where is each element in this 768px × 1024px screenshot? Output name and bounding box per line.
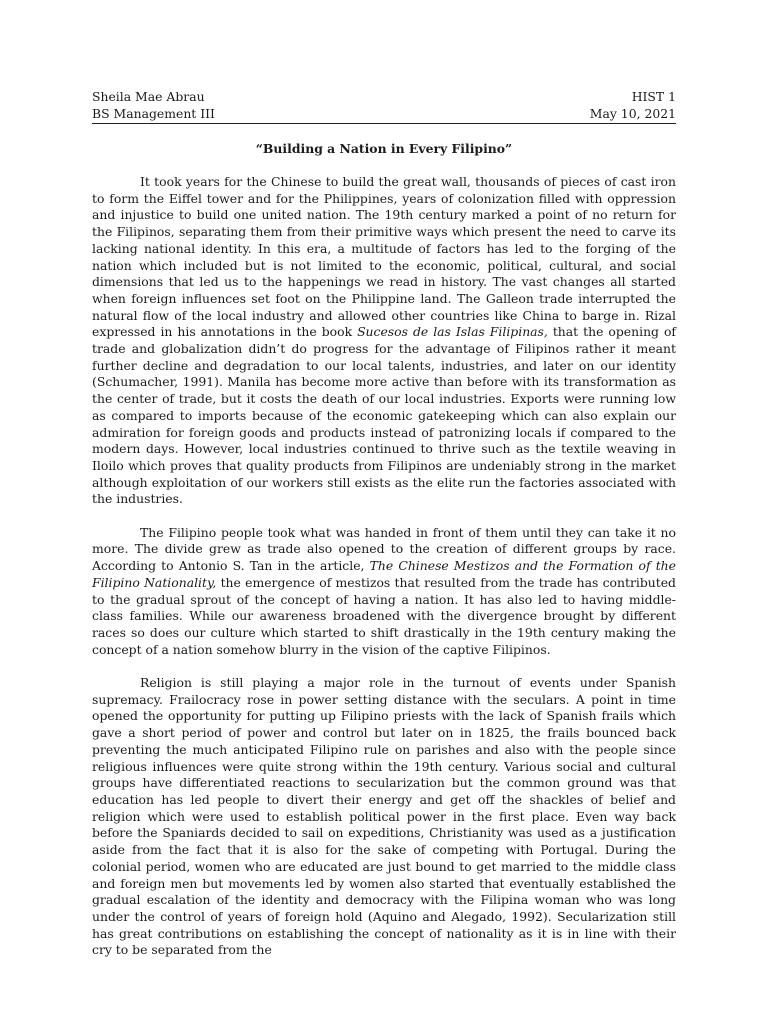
paragraph-3-text: Religion is still playing a major role in the turnout of events under Spanish supremacy. Frailocracy rose in power setting distance with the seculars. A point in time opened the opportunity for putting up Filipino priests with the lack of Spanish frails which gave a short period of power and control but later on in 1825, the frails bounced back preventing the much anticipated Filipino rule on parishes and also with the people since religious influences were quite strong within the 19th century. Various social and cultural groups have differentiated reactions to secularization but the common ground was that education has led people to divert their energy and get off the shackles of belief and religion which were used to establish political power in the first place. Even way back before the Spaniards decided to sail on expeditions, Christianity was used as a justification aside from the fact that it is also for the sake of competing with Portugal. During the colonial period, women who are educated are just bound to get married to the middle class and foreign men but movements led by women also started that eventually established the gradual escalation of the identity and democracy with the Filipina woman who was long under the control of years of foreign hold (Aquino and Alegado, 1992). Secularization still has great contributions on establishing the concept of nationality as it is in line with their cry to be separated from the (92, 675, 676, 958)
document-header (92, 88, 676, 124)
paragraph-2-article-title: The Chinese Mestizos and the Formation of the Filipino Nationality, (92, 558, 676, 590)
program-name: BS Management III (92, 106, 215, 121)
paragraph-2 (92, 525, 676, 659)
header-divider (92, 123, 676, 124)
paragraph-1-book-title: Sucesos de las Islas Filipinas, (357, 324, 548, 340)
document-date: May 10, 2021 (589, 106, 676, 121)
paragraph-1 (92, 174, 676, 508)
course-code: HIST 1 (631, 89, 676, 104)
paragraph-2-text-end: the emergence of mestizos that resulted from the trade has contributed to the gradual sprout of the concept of having a nation. It has also led to having middle-class families. While our awareness broadened with the divergence brought by different races so does our culture which started to shift drastically in the 19th century making the concept of a nation somehow blurry in the vision of the captive Filipinos. (92, 574, 676, 657)
paragraph-2-text-start: The Filipino people took what was handed in front of them until they can take it no more. The divide grew as trade also opened to the creation of different groups by race. According to Antonio S. Tan in the article, (92, 524, 676, 574)
paragraph-1-text-start: It took years for the Chinese to build the great wall, thousands of pieces of cast iron to form the Eiffel tower and for the Philippines, years of colonization filled with oppression and injustice to build one united nation. The 19th century marked a point of no return for the Filipinos, separating them from their primitive ways which present the need to carve its lacking national identity. In this era, a multitude of factors has led to the forging of the nation which included but is not limited to the economic, political, cultural, and social dimensions that led us to the happenings we read in history. The vast changes all started when foreign influences set foot on the Philippine land. The Galleon trade interrupted the natural flow of the local industry and allowed other countries like China to barge in. Rizal expressed in his annotations in the book (92, 174, 676, 340)
author-name: Sheila Mae Abrau (92, 89, 205, 104)
paragraph-3 (92, 675, 676, 959)
paragraph-1-text-end: that the opening of trade and globalization didn’t do progress for the advantage of Filipinos rather it meant further decline and degradation to our local talents, industries, and later on our identity (Schumacher, 1991). Manila has become more active than before with its transformation as the center of trade, but it costs the death of our local industries. Exports were running low as compared to imports because of the economic gatekeeping which can also explain our admiration for foreign goods and products instead of patronizing locals if compared to the modern days. However, local industries continued to thrive such as the textile weaving in Iloilo which proves that quality products from Filipinos are undeniably strong in the market although exploitation of our workers still exists as the elite run the factories associated with the industries. (92, 324, 676, 507)
essay-title: “Building a Nation in Every Filipino” (255, 141, 513, 156)
essay-body (92, 174, 676, 976)
header-row-2 (92, 105, 676, 122)
header-row-1 (92, 88, 676, 105)
